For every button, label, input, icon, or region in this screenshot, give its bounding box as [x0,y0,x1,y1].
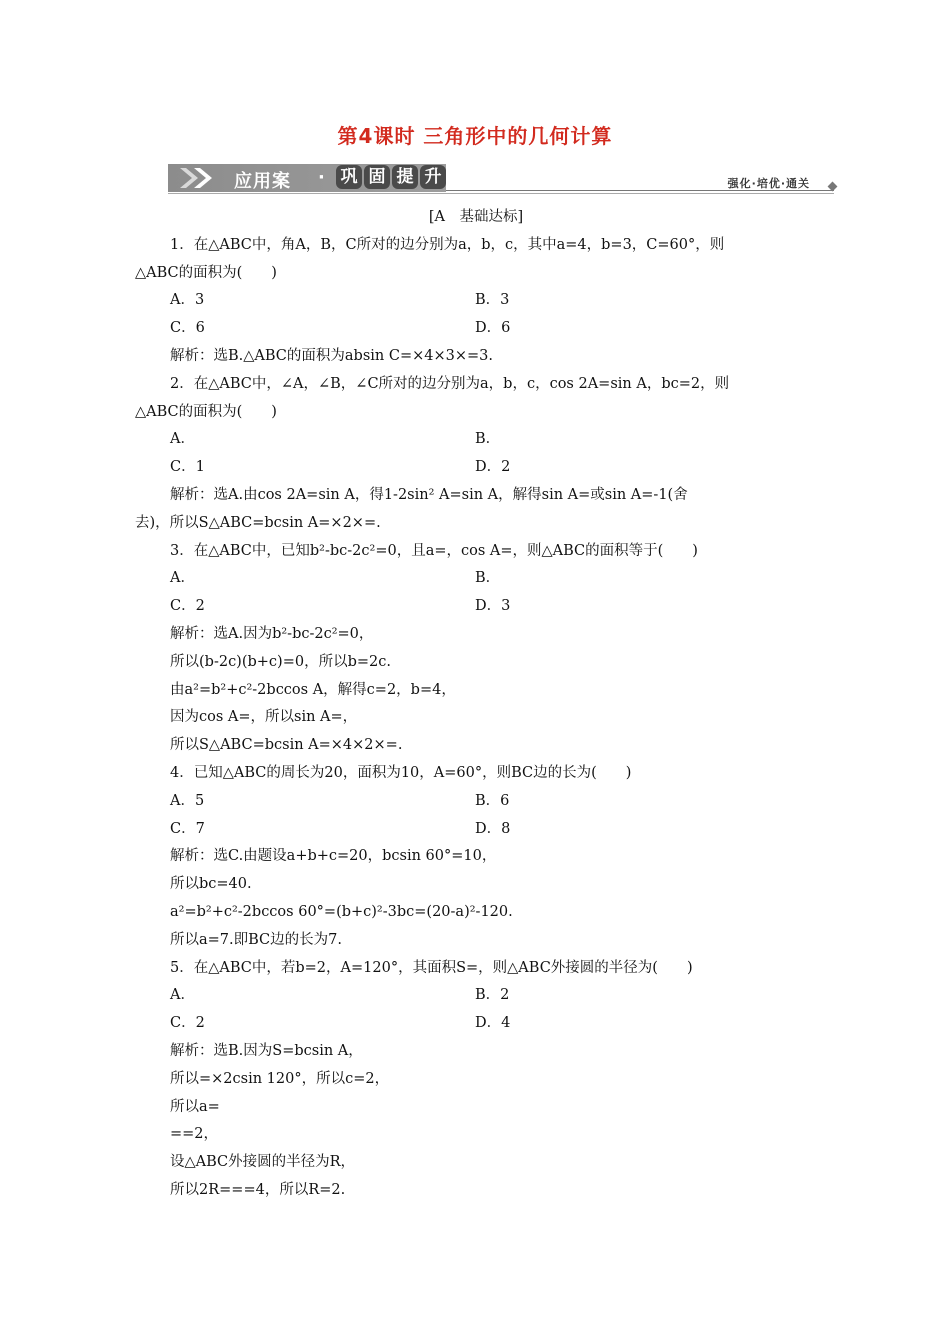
option: B． [475,570,501,587]
option-row [135,287,817,315]
text-line: ==2， [170,1126,219,1143]
text-line: 所以2R===4，所以R=2. [170,1181,346,1198]
banner-char: 固 [364,165,390,189]
option: D．8 [475,820,511,837]
banner-chars [336,165,446,189]
text-line: a²=b²+c²-2bccos 60°=(b+c)²-3bc=(20-a)²-120. [170,903,513,920]
banner-char: 提 [392,165,418,189]
option: C．7 [170,820,205,837]
text-line: 4．已知△ABC的周长为20，面积为10，A=60°，则BC边的长为( ) [170,764,632,781]
text-line: 所以a= [170,1098,220,1115]
text-line: △ABC的面积为( ) [135,403,277,420]
option: B．6 [475,792,510,809]
option: B．2 [475,987,510,1004]
text-line: 解析：选C.由题设a+b+c=20，bcsin 60°=10， [170,848,497,865]
option: A． [170,570,195,587]
text-line: 由a²=b²+c²-2bccos A，解得c=2，b=4， [170,681,456,698]
option: C．6 [170,320,205,337]
text-line: 所以S△ABC=bcsin A=×4×2×=. [170,737,403,754]
section-heading: [A 基础达标] [428,209,524,225]
option-row [135,982,817,1010]
option: A．5 [170,792,205,809]
option: A． [170,431,195,448]
option-row [135,788,817,816]
option-row [135,1010,817,1038]
text-line: 2．在△ABC中，∠A，∠B，∠C所对的边分别为a，b，c，cos 2A=sin A，bc=2，则 [170,375,730,392]
text-line: 所以a=7.即BC边的长为7. [170,931,342,948]
option: D．4 [475,1015,511,1032]
text-line: 5．在△ABC中，若b=2，A=120°，其面积S=，则△ABC外接圆的半径为( ) [170,959,693,976]
option: D．6 [475,320,511,337]
option: C．2 [170,598,205,615]
banner-dot: · [318,167,325,188]
text-line: 因为cos A=，所以sin A=， [170,709,358,726]
option: C．1 [170,459,205,476]
option-row [135,565,817,593]
text-line: 解析：选B.△ABC的面积为absin C=×4×3×=3. [170,347,493,364]
document-body [135,204,817,1205]
section-banner [168,164,446,192]
text-line: 去)，所以S△ABC=bcsin A=×2×=. [135,514,381,531]
page-title: 第4课时 三角形中的几何计算 [337,124,613,148]
option: A．3 [170,292,205,309]
header-underline [168,193,834,194]
text-line: 3．在△ABC中，已知b²-bc-2c²=0，且a=，cos A=，则△ABC的面积等于( ) [170,542,698,559]
text-line: 所以=×2csin 120°，所以c=2， [170,1070,390,1087]
double-chevron-icon [178,166,218,190]
option-row [135,454,817,482]
banner-char: 巩 [336,165,362,189]
option-row [135,593,817,621]
text-line: 解析：选A.由cos 2A=sin A，得1-2sin² A=sin A，解得sin A=或sin A=-1(舍 [170,486,688,503]
option-row [135,315,817,343]
option-row [135,816,817,844]
text-line: 解析：选B.因为S=bcsin A， [170,1042,363,1059]
text-line: 1．在△ABC中，角A，B，C所对的边分别为a，b，c，其中a=4，b=3，C=60°，则 [170,236,725,253]
text-line: 所以bc=40. [170,876,252,893]
option: C．2 [170,1015,205,1032]
text-line: △ABC的面积为( ) [135,264,277,281]
text-line: 解析：选A.因为b²-bc-2c²=0， [170,625,374,642]
option: A． [170,987,195,1004]
tagline: 强化·培优·通关 [727,177,810,190]
option: D．3 [475,598,511,615]
option: B．3 [475,292,510,309]
text-line: 设△ABC外接圆的半径为R， [170,1154,356,1171]
text-line: 所以(b-2c)(b+c)=0，所以b=2c. [170,653,391,670]
banner-char: 升 [420,165,446,189]
option: D．2 [475,459,511,476]
option: B． [475,431,501,448]
banner-label: 应用案 [234,171,291,192]
option-row [135,426,817,454]
